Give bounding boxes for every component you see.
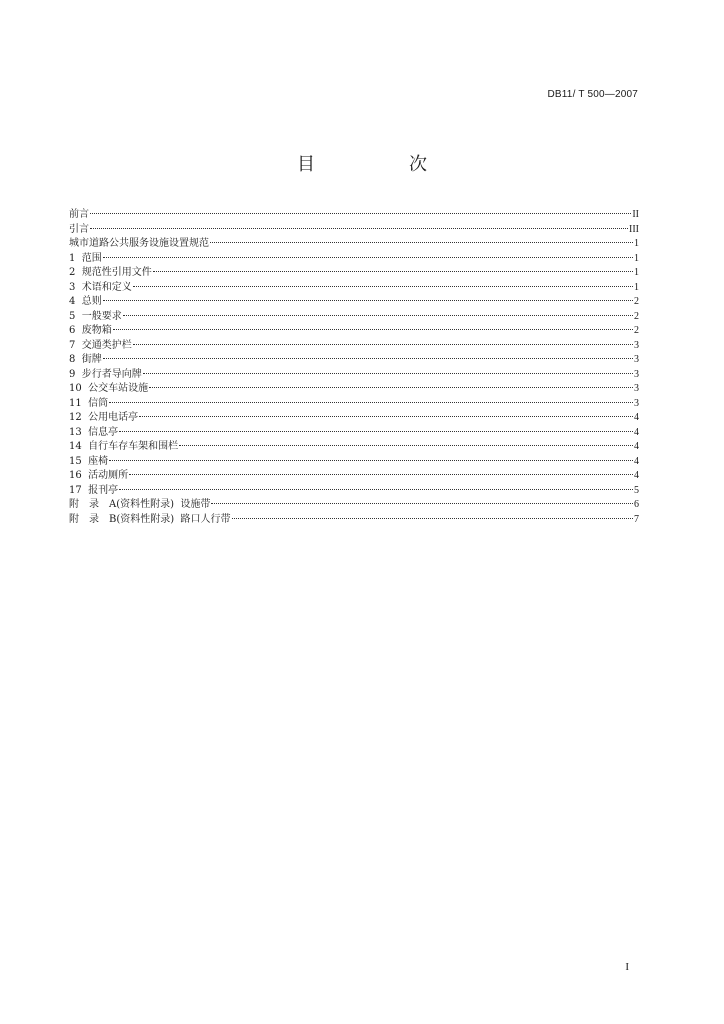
toc-dot-leader: [179, 445, 633, 446]
toc-entry[interactable]: [69, 295, 639, 310]
toc-dot-leader: [153, 271, 633, 272]
toc-entry-label: 7 交通类护栏: [69, 339, 132, 351]
toc-entry-page: 7: [634, 513, 639, 525]
toc-dot-leader: [119, 431, 633, 432]
toc-entry[interactable]: [69, 469, 639, 484]
toc-entry-page: 3: [634, 339, 639, 351]
toc-entry-page: 6: [634, 499, 639, 510]
toc-entry-page: 4: [634, 441, 639, 452]
toc-entry-page: 3: [634, 354, 639, 365]
toc-entry[interactable]: [69, 498, 639, 513]
toc-dot-leader: [211, 503, 633, 504]
toc-entry-label: 5 一般要求: [69, 310, 122, 322]
toc-entry-label: 15 座椅: [69, 455, 109, 467]
toc-dot-leader: [103, 358, 633, 359]
toc-dot-leader: [129, 474, 633, 475]
toc-dot-leader: [109, 460, 633, 461]
toc-entry[interactable]: [69, 484, 639, 499]
toc-entry[interactable]: [69, 513, 639, 528]
toc-entry-page: 1: [634, 238, 639, 249]
toc-entry-page: 5: [634, 484, 639, 496]
page-number: I: [625, 961, 629, 973]
toc-entry-page: II: [632, 209, 639, 220]
toc-entry-label: 6 废物箱: [69, 325, 112, 336]
toc-entry-label: 14 自行车存车架和围栏: [69, 441, 179, 452]
toc-dot-leader: [232, 518, 633, 519]
standard-code-header: DB11/ T 500—2007: [547, 89, 638, 100]
toc-entry[interactable]: [69, 382, 639, 397]
toc-entry-page: 4: [634, 470, 639, 481]
toc-entry-label: 引言: [69, 223, 89, 235]
table-of-contents: [69, 208, 639, 527]
toc-dot-leader: [109, 402, 633, 403]
toc-entry-page: 2: [634, 325, 639, 336]
toc-dot-leader: [113, 329, 633, 330]
toc-entry-page: 4: [634, 455, 639, 467]
toc-entry-label: 城市道路公共服务设施设置规范: [69, 238, 209, 249]
toc-entry-label: 附 录 A(资料性附录) 设施带: [69, 499, 211, 510]
toc-entry-page: 1: [634, 252, 639, 264]
toc-entry-label: 附 录 B(资料性附录) 路口人行带: [69, 513, 231, 525]
toc-dot-leader: [123, 315, 633, 316]
toc-dot-leader: [139, 416, 633, 417]
toc-entry-label: 17 报刊亭: [69, 484, 119, 496]
toc-dot-leader: [103, 300, 633, 301]
toc-dot-leader: [90, 228, 628, 229]
toc-entry[interactable]: [69, 339, 639, 354]
toc-entry[interactable]: [69, 397, 639, 412]
toc-entry[interactable]: [69, 368, 639, 383]
toc-entry-label: 8 街牌: [69, 354, 102, 365]
toc-entry[interactable]: [69, 266, 639, 281]
toc-entry-label: 13 信息亭: [69, 426, 119, 438]
toc-entry-page: 3: [634, 368, 639, 380]
toc-dot-leader: [119, 489, 633, 490]
toc-entry[interactable]: [69, 281, 639, 296]
toc-title: 目 次: [297, 154, 465, 175]
toc-entry-page: 3: [634, 397, 639, 409]
toc-entry[interactable]: [69, 455, 639, 470]
toc-entry[interactable]: [69, 440, 639, 455]
toc-entry-label: 12 公用电话亭: [69, 412, 139, 423]
toc-entry-label: 16 活动厕所: [69, 470, 129, 481]
toc-entry-page: III: [629, 223, 639, 235]
toc-entry[interactable]: [69, 324, 639, 339]
toc-entry-label: 11 信筒: [69, 397, 109, 409]
toc-entry-page: 1: [634, 267, 639, 278]
toc-dot-leader: [133, 344, 633, 345]
toc-entry-page: 3: [634, 383, 639, 394]
toc-entry-label: 1 范围: [69, 252, 102, 264]
toc-entry[interactable]: [69, 208, 639, 223]
toc-entry[interactable]: [69, 411, 639, 426]
toc-entry-label: 10 公交车站设施: [69, 383, 149, 394]
toc-dot-leader: [149, 387, 633, 388]
toc-entry[interactable]: [69, 237, 639, 252]
toc-entry-label: 2 规范性引用文件: [69, 267, 152, 278]
toc-dot-leader: [143, 373, 633, 374]
toc-entry[interactable]: [69, 223, 639, 238]
toc-dot-leader: [133, 286, 633, 287]
toc-entry-page: 2: [634, 310, 639, 322]
toc-entry-page: 4: [634, 426, 639, 438]
toc-entry-label: 4 总则: [69, 296, 102, 307]
toc-entry-label: 3 术语和定义: [69, 281, 132, 293]
toc-entry[interactable]: [69, 252, 639, 267]
toc-dot-leader: [103, 257, 633, 258]
toc-dot-leader: [210, 242, 633, 243]
toc-entry[interactable]: [69, 353, 639, 368]
toc-entry-label: 9 步行者导向牌: [69, 368, 142, 380]
toc-entry-page: 2: [634, 296, 639, 307]
toc-entry-page: 4: [634, 412, 639, 423]
toc-entry-page: 1: [634, 281, 639, 293]
toc-dot-leader: [90, 213, 631, 214]
toc-entry-label: 前言: [69, 209, 89, 220]
toc-entry[interactable]: [69, 310, 639, 325]
toc-entry[interactable]: [69, 426, 639, 441]
